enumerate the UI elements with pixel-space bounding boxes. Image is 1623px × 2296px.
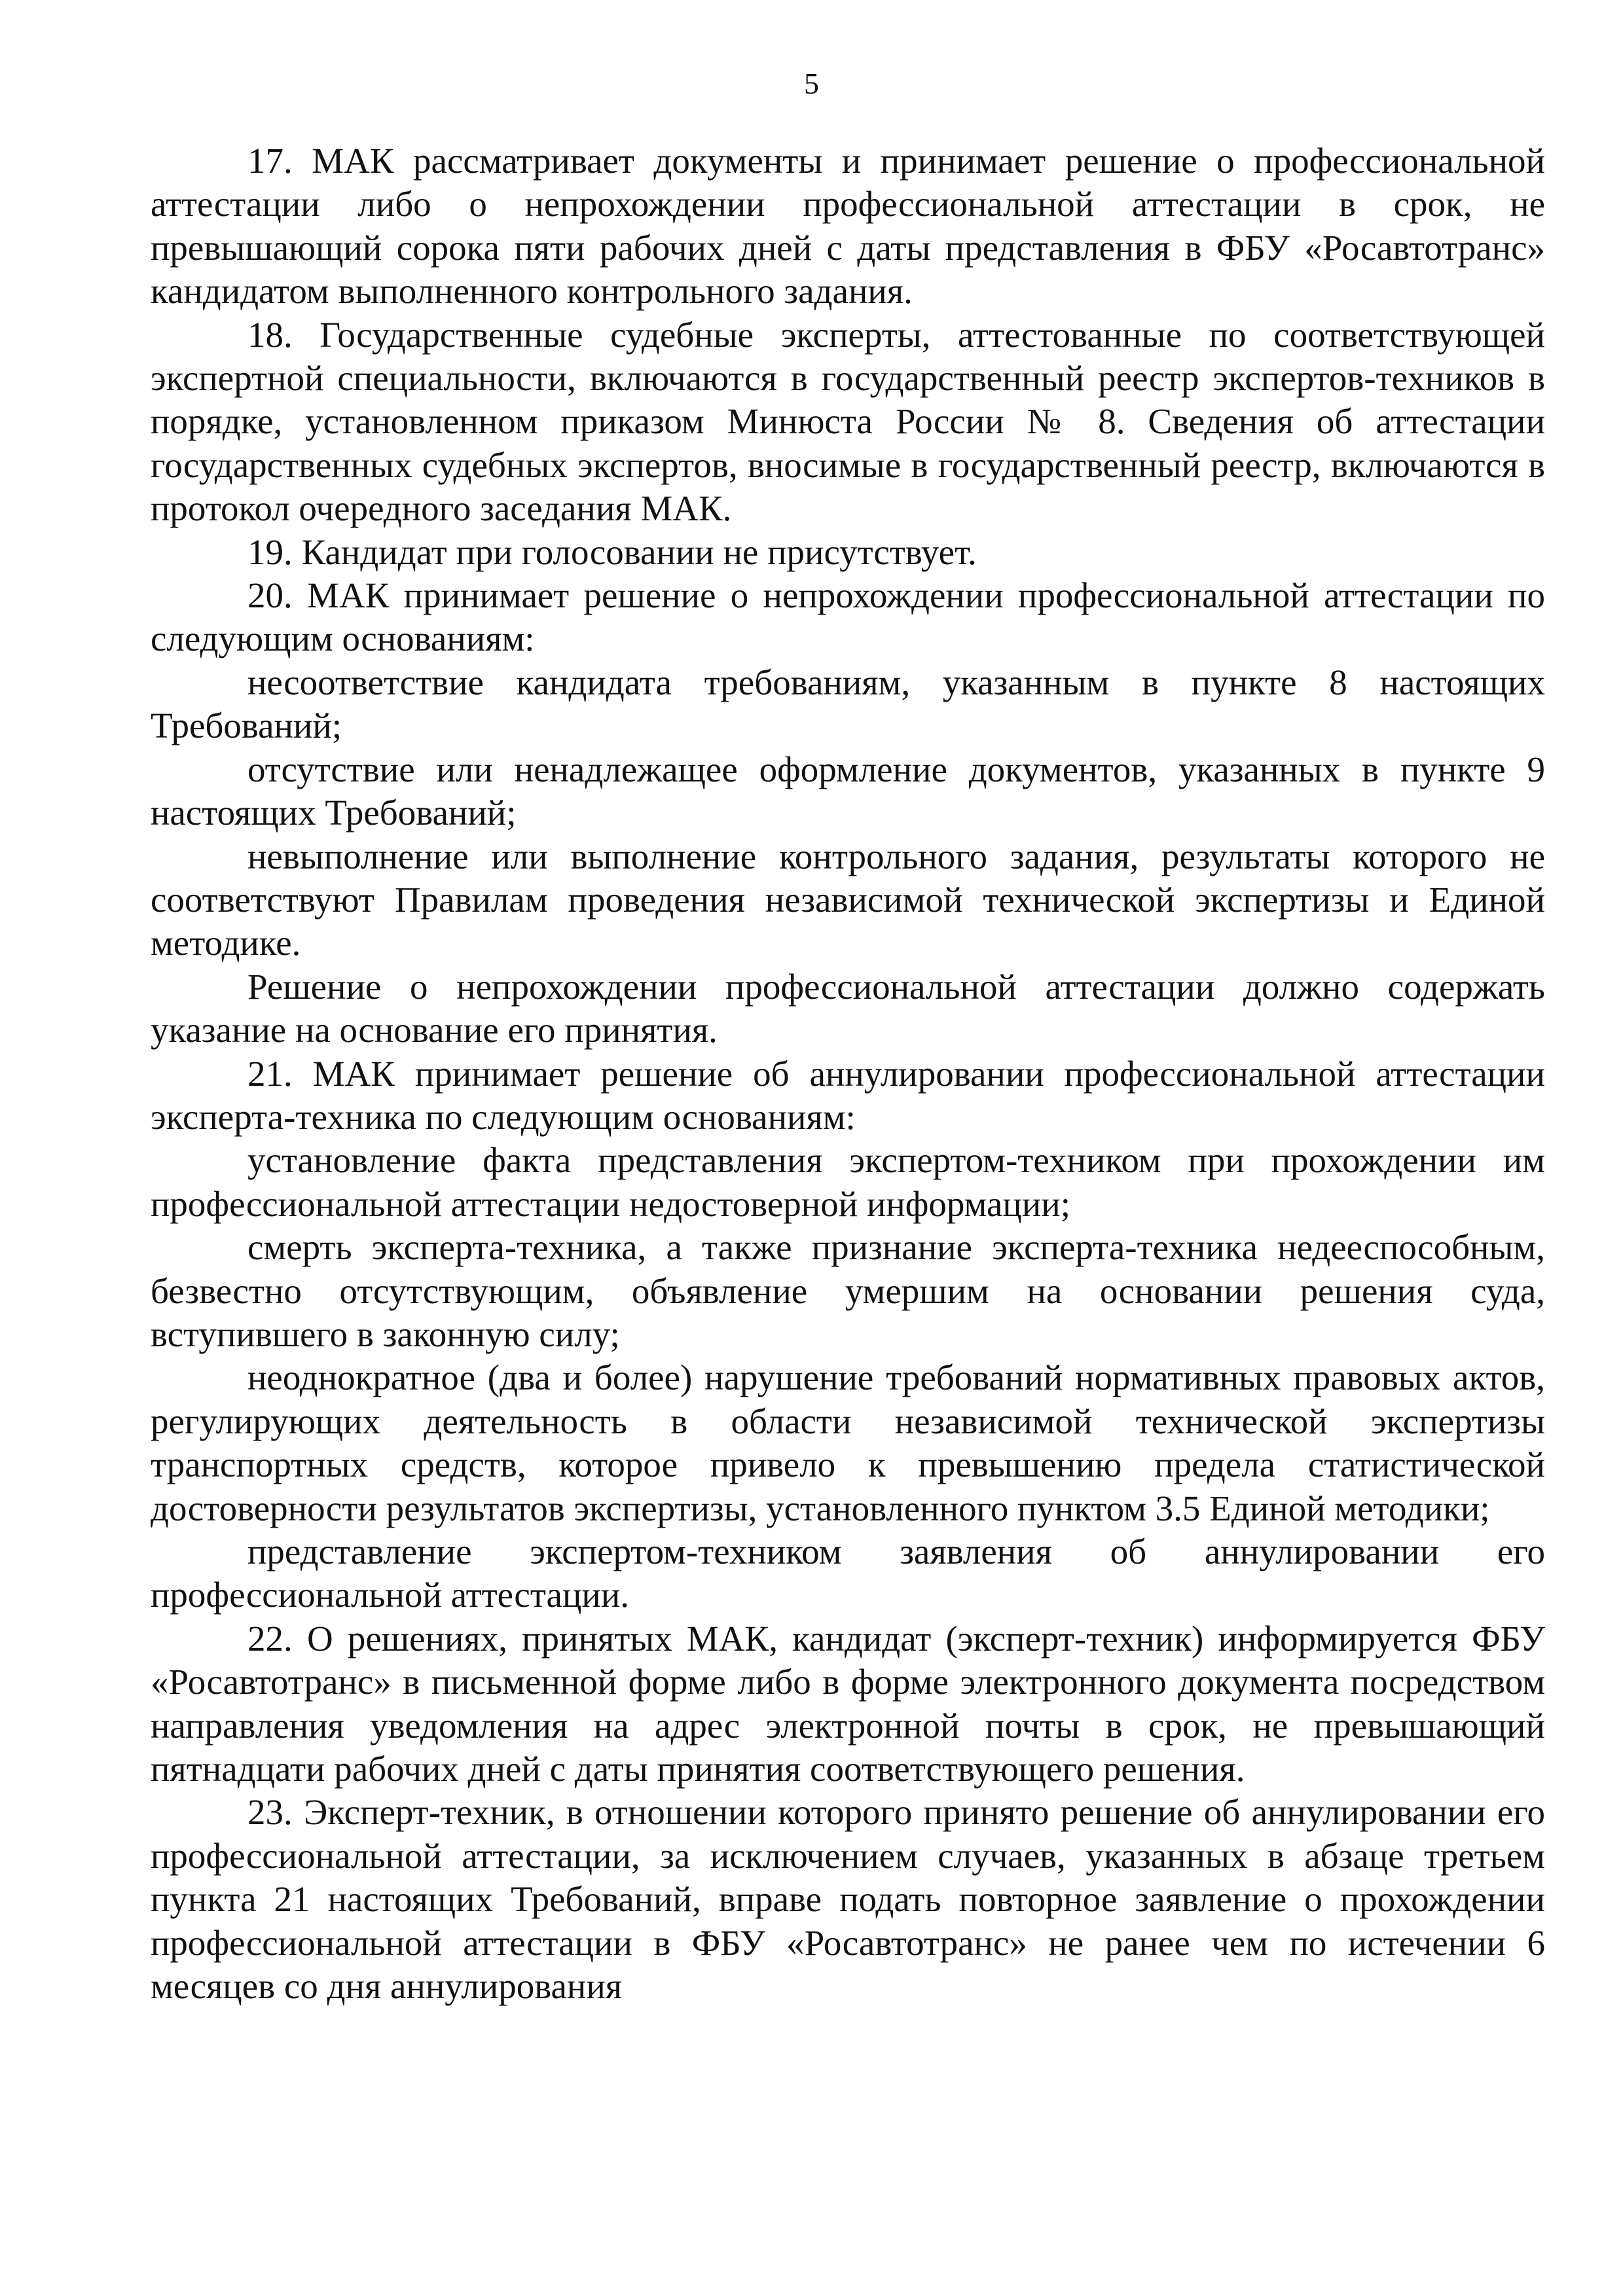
paragraph-20-item-2: отсутствие или ненадлежащее оформление документов, указанных в пункте 9 настоящих Требований;: [151, 749, 1545, 833]
paragraph-23: 23. Эксперт-техник, в отношении которого принято решение об аннулировании его профессиональной аттестации, за исключением случаев, указанных в абзаце третьем пункта 21 настоящих Требований, вправе подать повторное заявление о прохождении профессиональной аттестации в ФБУ «Росавтотранс» не ранее чем по истечении 6 месяцев со дня аннулирования: [151, 1792, 1545, 2007]
paragraph-17: 17. МАК рассматривает документы и принимает решение о профессиональной аттестации либо о непрохождении профессиональной аттестации в срок, не превышающий сорока пяти рабочих дней с даты представления в ФБУ «Росавтотранс» кандидатом выполненного контрольного задания.: [151, 141, 1545, 312]
document-body: [151, 139, 1545, 2008]
paragraph-20-item-1: несоответствие кандидата требованиям, указанным в пункте 8 настоящих Требований;: [151, 662, 1545, 746]
paragraph-21-item-4: представление экспертом-техником заявления об аннулировании его профессиональной аттестации.: [151, 1532, 1545, 1615]
paragraph-21-item-2: смерть эксперта-техника, а также признание эксперта-техника недееспособным, безвестно отсутствующим, объявление умершим на основании решения суда, вступившего в законную силу;: [151, 1227, 1545, 1354]
paragraph-22: 22. О решениях, принятых МАК, кандидат (эксперт-техник) информируется ФБУ «Росавтотранс» в письменной форме либо в форме электронного документа посредством направления уведомления на адрес электронной почты в срок, не превышающий пятнадцати рабочих дней с даты принятия соответствующего решения.: [151, 1618, 1545, 1789]
page-number: 5: [804, 67, 819, 100]
paragraph-21-item-1: установление факта представления экспертом-техником при прохождении им профессиональной аттестации недостоверной информации;: [151, 1140, 1545, 1224]
paragraph-18: 18. Государственные судебные эксперты, аттестованные по соответствующей экспертной специальности, включаются в государственный реестр экспертов-техников в порядке, установленном приказом Минюста России № 8. Сведения об аттестации государственных судебных экспертов, вносимые в государственный реестр, включаются в протокол очередного заседания МАК.: [151, 314, 1545, 529]
paragraph-20-item-3: невыполнение или выполнение контрольного задания, результаты которого не соответствуют Правилам проведения независимой технической экспертизы и Единой методике.: [151, 836, 1545, 963]
paragraph-21-item-3: неоднократное (два и более) нарушение требований нормативных правовых актов, регулирующих деятельность в области независимой технической экспертизы транспортных средств, которое привело к превышению предела статистической достоверности результатов экспертизы, установленного пунктом 3.5 Единой методики;: [151, 1357, 1545, 1528]
paragraph-21: 21. МАК принимает решение об аннулировании профессиональной аттестации эксперта-техника по следующим основаниям:: [151, 1053, 1545, 1137]
paragraph-20-note: Решение о непрохождении профессиональной аттестации должно содержать указание на основание его принятия.: [151, 966, 1545, 1050]
paragraph-20: 20. МАК принимает решение о непрохождении профессиональной аттестации по следующим основаниям:: [151, 575, 1545, 659]
paragraph-19: 19. Кандидат при голосовании не присутствует.: [247, 531, 977, 572]
